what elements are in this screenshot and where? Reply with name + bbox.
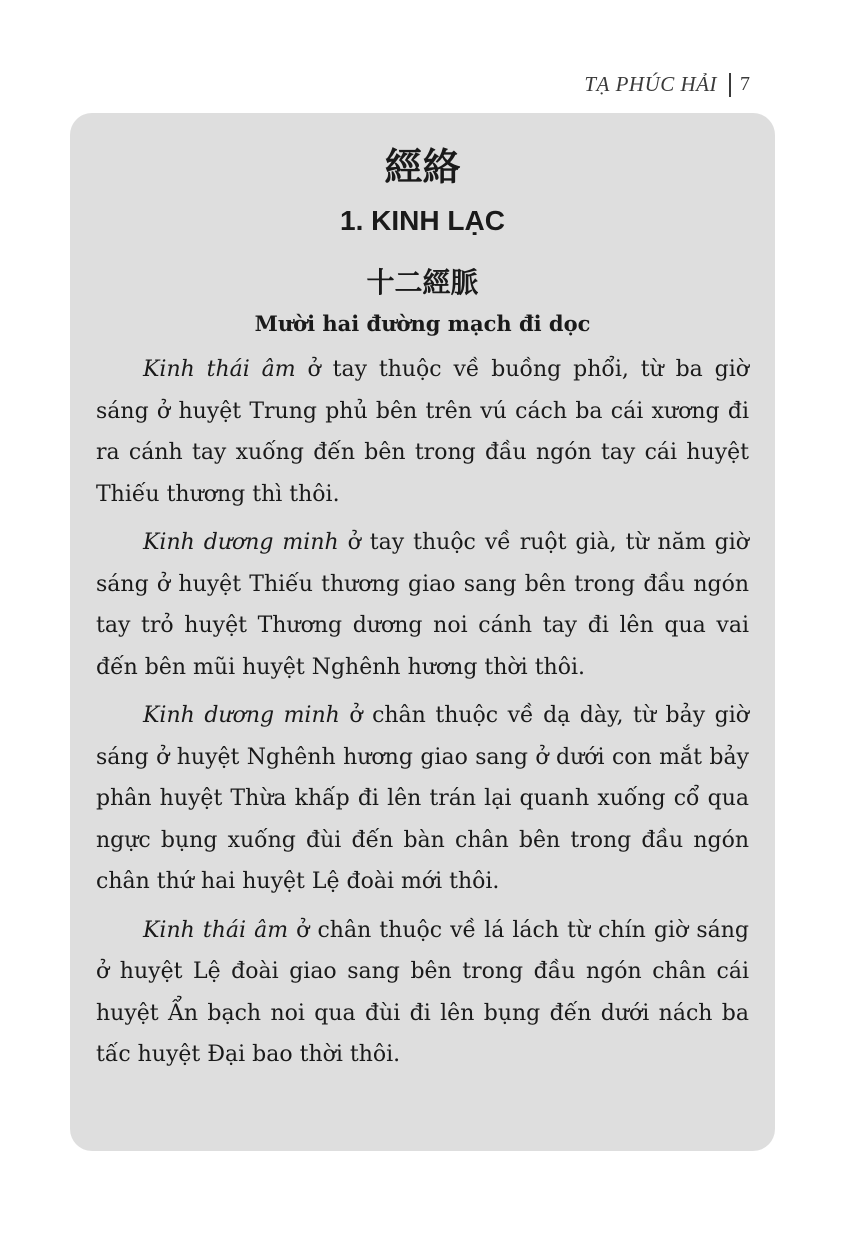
chapter-title-cjk: 經絡 <box>384 145 461 189</box>
paragraph-lead: Kinh thái âm <box>143 917 289 943</box>
paragraph-4 <box>96 910 749 1076</box>
paragraph-2 <box>96 522 749 688</box>
paragraph-lead: Kinh thái âm <box>143 357 296 382</box>
paragraph-text: ở chân thuộc về dạ dày, từ bảy giờ sáng ở huyệt Nghênh hương giao sang ở dưới con mắt bảy phân huyệt Thừa khấp đi lên trán lại quanh xuống cổ qua ngực bụng xuống đùi đến bàn chân bên trong đầu ngón chân thứ hai huyệt Lệ đoài mới thôi. <box>96 703 749 894</box>
paragraph-lead: Kinh dương minh <box>143 530 339 555</box>
chapter-title: 1. KINH LẠC <box>340 205 505 236</box>
header-divider <box>729 73 731 97</box>
page-number: 7 <box>740 73 750 95</box>
paragraph-text: ở chân thuộc về lá lách từ chín giờ sáng ở huyệt Lệ đoài giao sang bên trong đầu ngón chân cái huyệt Ẩn bạch noi qua đùi đi lên bụng đến dưới nách ba tấc huyệt Đại bao thời thôi. <box>96 917 750 1067</box>
section-subtitle-cjk: 十二經脈 <box>366 266 479 299</box>
paragraph-text: ở tay thuộc về ruột già, từ năm giờ sáng ở huyệt Thiếu thương giao sang bên trong đầu ngón tay trỏ huyệt Thương dương noi cánh tay đi lên qua vai đến bên mũi huyệt Nghênh hương thời thôi. <box>96 530 750 680</box>
running-header-author: TẠ PHÚC HẢI <box>584 72 717 96</box>
content-panel <box>70 113 775 1151</box>
paragraph-lead: Kinh dương minh <box>143 703 340 728</box>
section-subtitle: Mười hai đường mạch đi dọc <box>254 311 591 336</box>
paragraph-3 <box>96 695 749 903</box>
paragraph-text: ở tay thuộc về buồng phổi, từ ba giờ sáng ở huyệt Trung phủ bên trên vú cách ba cái xương đi ra cánh tay xuống đến bên trong đầu ngón tay cái huyệt Thiếu thương thì thôi. <box>96 357 750 507</box>
running-header <box>584 72 750 97</box>
paragraph-1 <box>96 349 749 515</box>
